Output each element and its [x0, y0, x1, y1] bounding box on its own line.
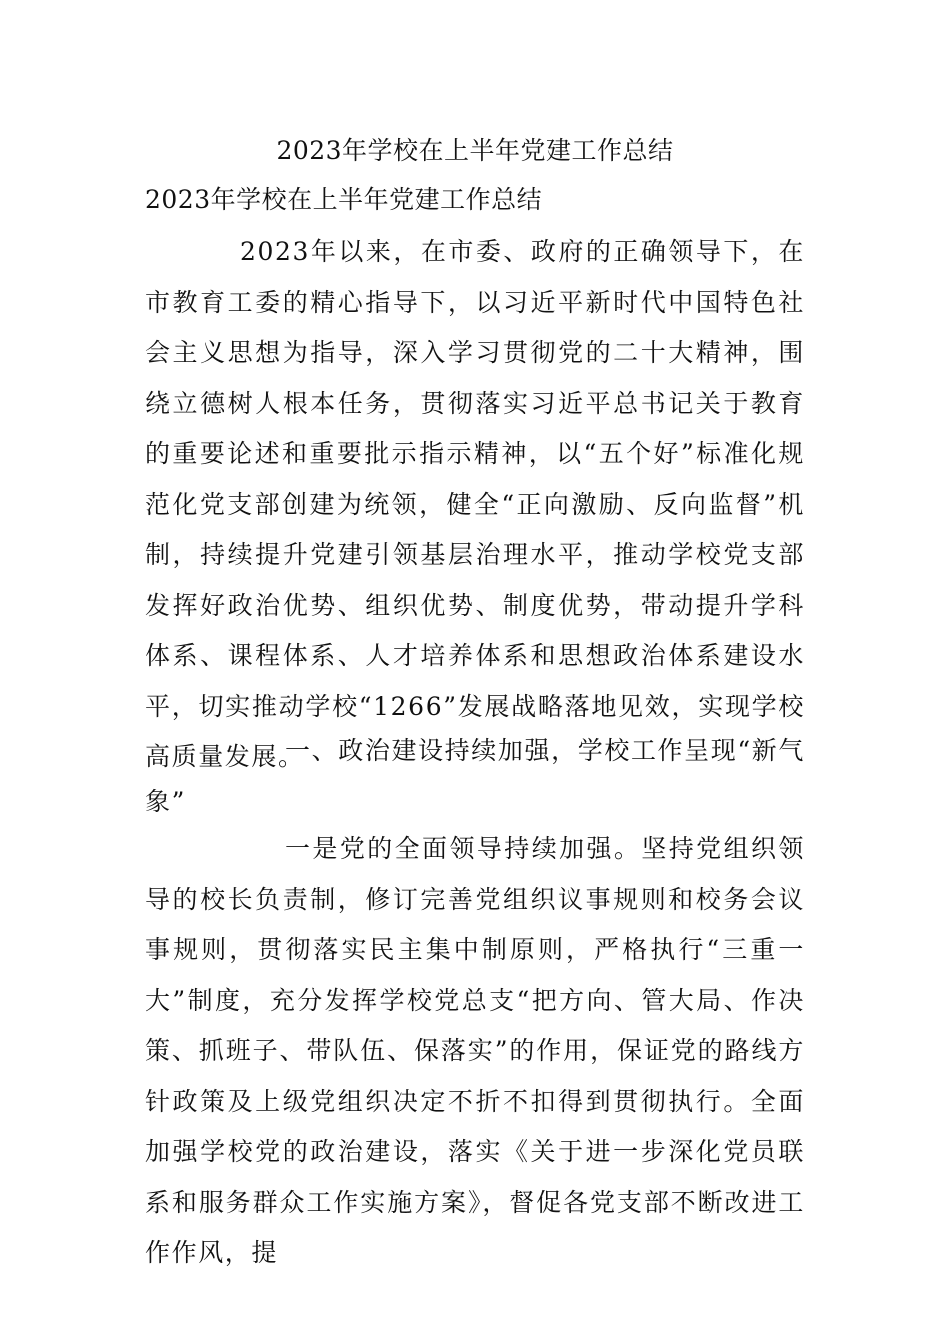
- intro-paragraph: 2023年以来，在市委、政府的正确领导下，在市教育工委的精心指导下，以习近平新时代中国特色社会主义思想为指导，深入学习贯彻党的二十大精神，围绕立德树人根本任务，贯彻落实习近平总书记关于教育的重要论述和重要批示指示精神，以“五个好”标准化规范化党支部创建为统领，健全“正向激励、反向监督”机制，持续提升党建引领基层治理水平，推动学校党支部发挥好政治优势、组织优势、制度优势，带动提升学科体系、课程体系、人才培养体系和思想政治体系建设水平，切实推动学校“1266”发展战略落地见效，实现学校高质量发展。: [145, 237, 805, 771]
- body-paragraph: 一是党的全面领导持续加强。坚持党组织领导的校长负责制，修订完善党组织议事规则和校务会议事规则，贯彻落实民主集中制原则，严格执行“三重一大”制度，充分发挥学校党总支“把方向、管大局、作决策、抓班子、带队伍、保落实”的作用，保证党的路线方针政策及上级党组织决定不折不扣得到贯彻执行。全面加强学校党的政治建设，落实《关于进一步深化党员联系和服务群众工作实施方案》，督促各党支部不断改进工作作风，提: [145, 834, 805, 1267]
- section-heading: 一、政治建设持续加强，学校工作呈现“新气象”: [145, 736, 805, 816]
- document-subtitle: 2023年学校在上半年党建工作总结: [145, 185, 543, 214]
- document-title: 2023年学校在上半年党建工作总结: [276, 136, 674, 165]
